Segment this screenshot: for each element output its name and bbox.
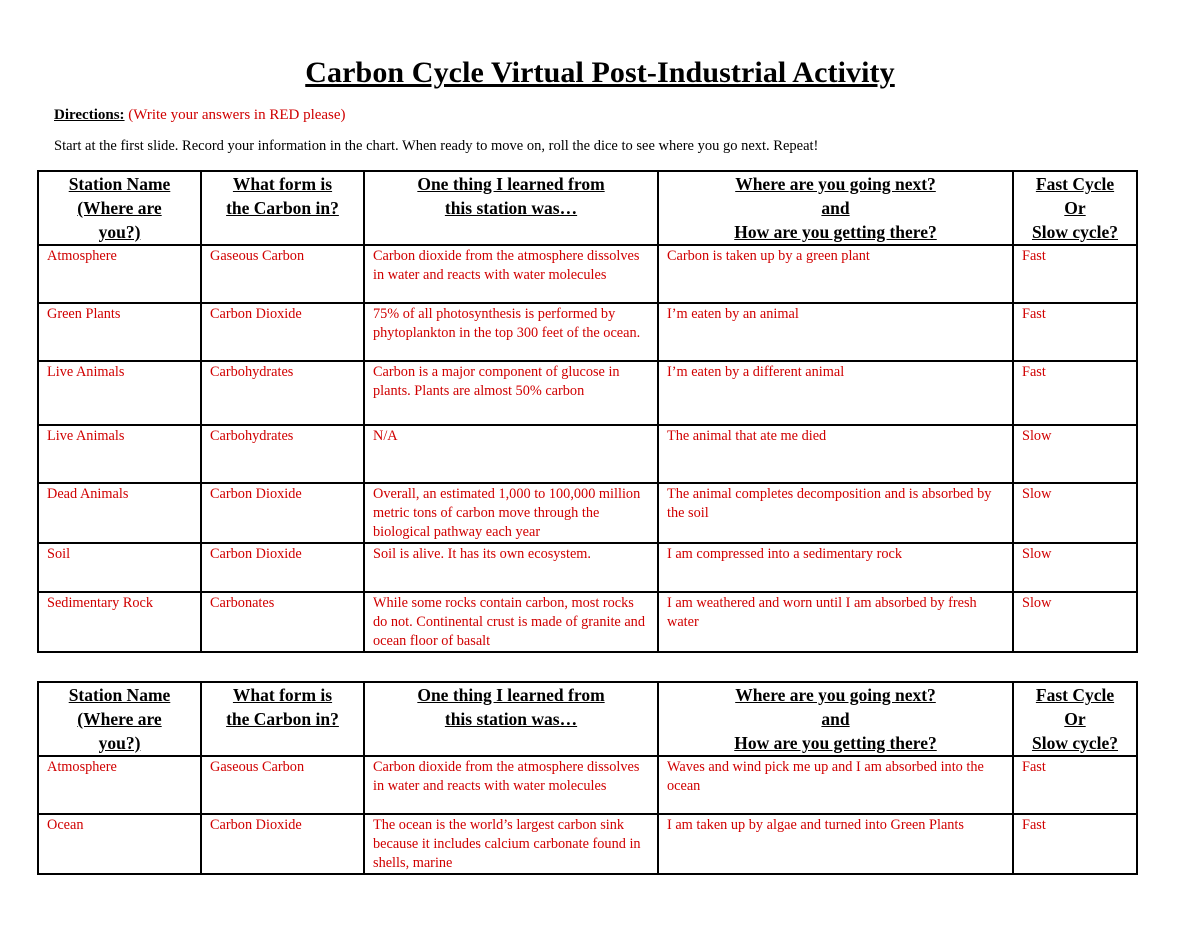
cell-form[interactable]: Carbonates — [201, 592, 364, 652]
cell-cycle[interactable]: Slow — [1013, 425, 1137, 483]
directions-note: (Write your answers in RED please) — [128, 107, 346, 123]
cell-station[interactable]: Ocean — [38, 814, 201, 874]
cell-station[interactable]: Atmosphere — [38, 756, 201, 814]
cell-cycle[interactable]: Slow — [1013, 543, 1137, 592]
station-table-1 — [37, 170, 1138, 653]
page-title: Carbon Cycle Virtual Post-Industrial Activity — [305, 56, 895, 89]
cell-station[interactable]: Live Animals — [38, 361, 201, 425]
cell-station[interactable]: Dead Animals — [38, 483, 201, 543]
cell-station[interactable]: Soil — [38, 543, 201, 592]
col-header-form: What form is the Carbon in? — [201, 171, 364, 245]
cell-cycle[interactable]: Fast — [1013, 814, 1137, 874]
cell-learned[interactable]: Carbon dioxide from the atmosphere dissolves in water and reacts with water molecules — [364, 245, 658, 303]
cell-next[interactable]: I’m eaten by an animal — [658, 303, 1013, 361]
cell-form[interactable]: Carbon Dioxide — [201, 483, 364, 543]
directions-label: Directions: — [54, 107, 125, 123]
cell-next[interactable]: Carbon is taken up by a green plant — [658, 245, 1013, 303]
cell-form[interactable]: Carbohydrates — [201, 361, 364, 425]
table-row — [38, 361, 1137, 425]
cell-next[interactable]: I am compressed into a sedimentary rock — [658, 543, 1013, 592]
cell-learned[interactable]: Soil is alive. It has its own ecosystem. — [364, 543, 658, 592]
cell-next[interactable]: I am taken up by algae and turned into Green Plants — [658, 814, 1013, 874]
cell-form[interactable]: Gaseous Carbon — [201, 756, 364, 814]
cell-next[interactable]: The animal that ate me died — [658, 425, 1013, 483]
table-header-row — [38, 171, 1137, 245]
cell-learned[interactable]: While some rocks contain carbon, most rocks do not. Continental crust is made of granite and ocean floor of basalt — [364, 592, 658, 652]
cell-station[interactable]: Live Animals — [38, 425, 201, 483]
cell-cycle[interactable]: Slow — [1013, 483, 1137, 543]
col-header-learned: One thing I learned from this station was… — [364, 171, 658, 245]
station-table-2 — [37, 681, 1138, 875]
col-header-learned: One thing I learned from this station was… — [364, 682, 658, 756]
cell-learned[interactable]: 75% of all photosynthesis is performed by phytoplankton in the top 300 feet of the ocean. — [364, 303, 658, 361]
col-header-cycle: Fast Cycle Or Slow cycle? — [1013, 682, 1137, 756]
cell-next[interactable]: The animal completes decomposition and is absorbed by the soil — [658, 483, 1013, 543]
col-header-station: Station Name (Where are you?) — [38, 171, 201, 245]
cell-station[interactable]: Atmosphere — [38, 245, 201, 303]
cell-cycle[interactable]: Slow — [1013, 592, 1137, 652]
cell-next[interactable]: Waves and wind pick me up and I am absorbed into the ocean — [658, 756, 1013, 814]
cell-form[interactable]: Carbon Dioxide — [201, 543, 364, 592]
table-header-row — [38, 682, 1137, 756]
table-row — [38, 814, 1137, 874]
col-header-station: Station Name (Where are you?) — [38, 682, 201, 756]
col-header-cycle: Fast Cycle Or Slow cycle? — [1013, 171, 1137, 245]
cell-learned[interactable]: Overall, an estimated 1,000 to 100,000 million metric tons of carbon move through the biological pathway each year — [364, 483, 658, 543]
cell-learned[interactable]: Carbon dioxide from the atmosphere dissolves in water and reacts with water molecules — [364, 756, 658, 814]
cell-cycle[interactable]: Fast — [1013, 756, 1137, 814]
table-row — [38, 245, 1137, 303]
cell-next[interactable]: I am weathered and worn until I am absorbed by fresh water — [658, 592, 1013, 652]
cell-learned[interactable]: The ocean is the world’s largest carbon sink because it includes calcium carbonate found in shells, marine — [364, 814, 658, 874]
cell-learned[interactable]: N/A — [364, 425, 658, 483]
cell-form[interactable]: Gaseous Carbon — [201, 245, 364, 303]
cell-cycle[interactable]: Fast — [1013, 245, 1137, 303]
cell-form[interactable]: Carbon Dioxide — [201, 303, 364, 361]
table-row — [38, 592, 1137, 652]
cell-next[interactable]: I’m eaten by a different animal — [658, 361, 1013, 425]
cell-form[interactable]: Carbon Dioxide — [201, 814, 364, 874]
table-row — [38, 543, 1137, 592]
col-header-next: Where are you going next? and How are you getting there? — [658, 171, 1013, 245]
cell-station[interactable]: Green Plants — [38, 303, 201, 361]
cell-learned[interactable]: Carbon is a major component of glucose in plants. Plants are almost 50% carbon — [364, 361, 658, 425]
table-row — [38, 483, 1137, 543]
cell-form[interactable]: Carbohydrates — [201, 425, 364, 483]
instructions: Start at the first slide. Record your information in the chart. When ready to move on, roll the dice to see where you go next. Repeat! — [54, 138, 819, 154]
col-header-next: Where are you going next? and How are you getting there? — [658, 682, 1013, 756]
col-header-form: What form is the Carbon in? — [201, 682, 364, 756]
table-row — [38, 303, 1137, 361]
table-row — [38, 756, 1137, 814]
cell-cycle[interactable]: Fast — [1013, 303, 1137, 361]
cell-cycle[interactable]: Fast — [1013, 361, 1137, 425]
directions — [54, 107, 346, 124]
cell-station[interactable]: Sedimentary Rock — [38, 592, 201, 652]
table-row — [38, 425, 1137, 483]
